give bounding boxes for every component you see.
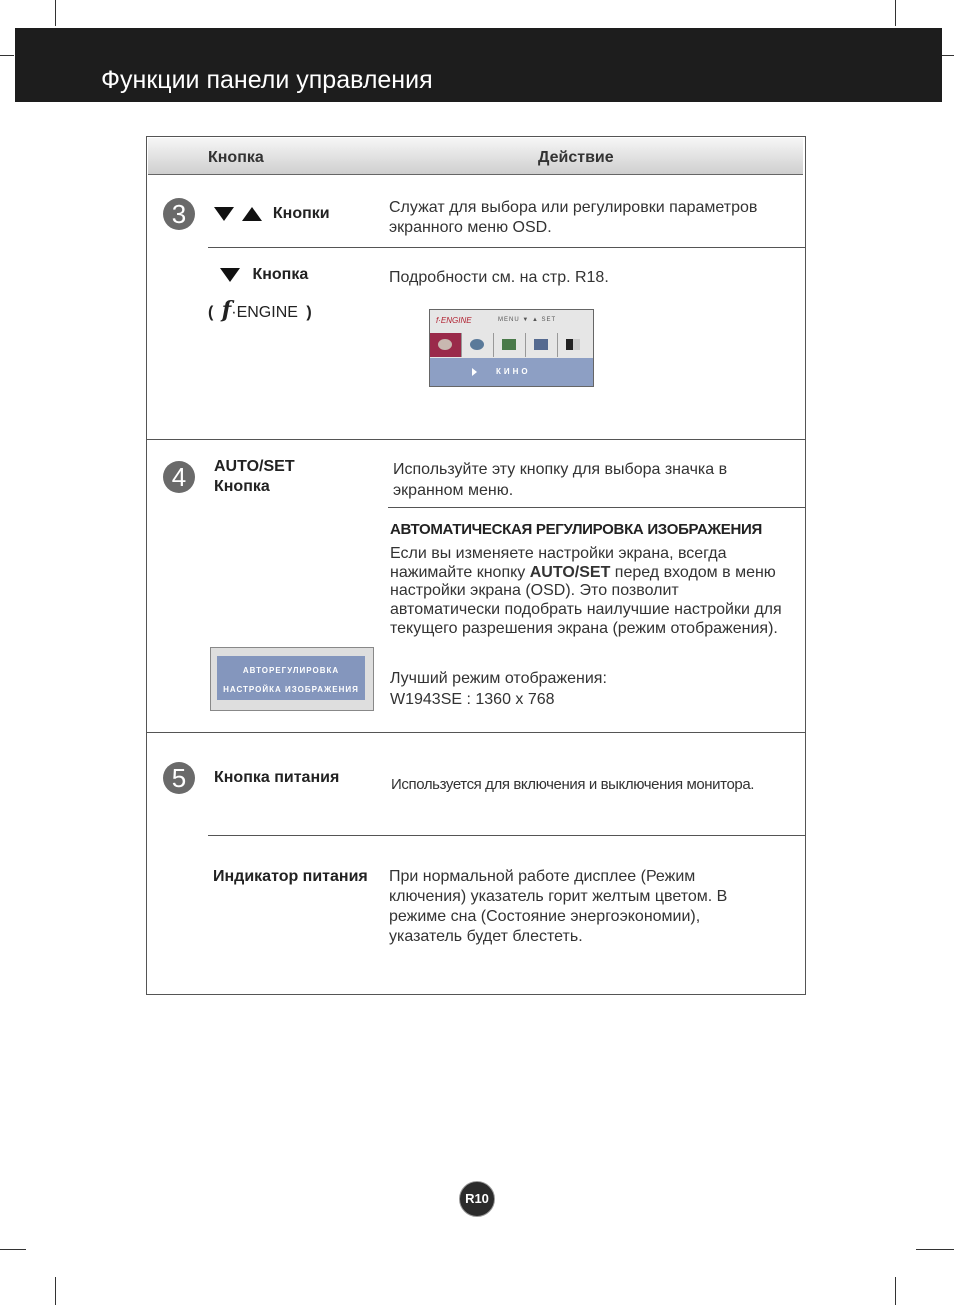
crop-mark — [55, 0, 56, 26]
auto-adjust-osd-panel — [217, 656, 365, 700]
autoset-bold: AUTO/SET — [529, 563, 611, 581]
section-number-5: 5 — [163, 762, 195, 794]
autoset-label-line2: Кнопка — [214, 478, 270, 495]
page-number-badge: R10 — [459, 1181, 495, 1217]
power-indicator-label: Индикатор питания — [213, 868, 368, 885]
crop-mark — [895, 0, 896, 26]
internet-icon — [462, 333, 494, 357]
section-number-3: 3 — [163, 198, 195, 230]
down-arrow-icon — [214, 207, 234, 221]
osd-icon-row — [430, 333, 593, 357]
autoset-select-description: Используйте эту кнопку для выбора значка в экранном меню. — [393, 461, 728, 499]
movie-icon — [430, 333, 462, 357]
fengine-label: ( f·ENGINE ) — [208, 297, 312, 323]
arrow-buttons-label — [214, 205, 330, 223]
normal-icon — [526, 333, 558, 357]
best-mode-value: W1943SE : 1360 x 768 — [390, 691, 555, 708]
power-button-description: Используется для включения и выключения монитора. — [391, 776, 755, 793]
osd-top-bar — [430, 310, 593, 332]
auto-adjust-osd-screenshot — [210, 647, 374, 711]
power-button-label: Кнопка питания — [214, 769, 340, 786]
row-separator — [208, 247, 805, 248]
section-number-4: 4 — [163, 461, 195, 493]
crop-mark — [895, 1277, 896, 1305]
autoset-label-line1: AUTO/SET — [214, 458, 295, 475]
arrow-buttons-description: Служат для выбора или регулировки параметров экранного меню OSD. — [389, 199, 758, 236]
row-separator — [388, 507, 805, 508]
fengine-button-text: Кнопка — [252, 266, 309, 283]
row-separator — [147, 439, 805, 440]
auto-osd-line2: НАСТРОЙКА ИЗОБРАЖЕНИЯ — [223, 685, 359, 694]
row-separator — [147, 732, 805, 733]
auto-adjust-paragraph: Если вы изменяете настройки экрана, всегда нажимайте кнопку AUTO/SET перед входом в меню настройки экрана (OSD). Это позволит автоматически подобрать наилучшие настройки для текущего разрешения экрана (режим отображения). — [390, 545, 782, 637]
page-title: Функции панели управления — [101, 66, 433, 94]
fengine-description: Подробности см. на стр. R18. — [389, 269, 609, 286]
buttons-label: Кнопки — [272, 205, 330, 222]
power-indicator-description: При нормальной работе дисплее (Режим ключения) указатель горит желтым цветом. В режиме сна (Состояние энергоэкономии), указатель будет блестеть. — [389, 868, 728, 945]
crop-mark — [55, 1277, 56, 1305]
crop-mark — [916, 1249, 954, 1250]
col-header-button: Кнопка — [208, 149, 264, 166]
osd-brand: f·ENGINE — [436, 316, 472, 325]
down-arrow-icon — [220, 268, 240, 282]
crop-mark — [940, 55, 954, 56]
fengine-button-label — [220, 266, 308, 284]
demo-icon — [558, 333, 589, 357]
osd-controls: MENU ▼ ▲ SET — [498, 317, 557, 323]
play-arrow-icon — [472, 368, 477, 376]
col-header-action: Действие — [538, 149, 614, 166]
crop-mark — [0, 55, 14, 56]
osd-mode-label: КИНО — [496, 367, 531, 376]
row-separator — [208, 835, 805, 836]
fengine-logo-text: ·ENGINE — [231, 304, 298, 321]
crop-mark — [0, 1249, 26, 1250]
fengine-logo-f: f — [221, 297, 232, 323]
fengine-osd-screenshot — [429, 309, 594, 387]
up-arrow-icon — [242, 207, 262, 221]
table-header — [148, 138, 803, 175]
best-mode-label: Лучший режим отображения: — [390, 670, 607, 687]
auto-adjust-heading: АВТОМАТИЧЕСКАЯ РЕГУЛИРОВКА ИЗОБРАЖЕНИЯ — [390, 521, 762, 538]
photo-icon — [494, 333, 526, 357]
page-header-bar — [15, 28, 942, 102]
auto-osd-line1: АВТОРЕГУЛИРОВКА — [242, 666, 340, 675]
osd-mode-bar — [430, 358, 593, 386]
